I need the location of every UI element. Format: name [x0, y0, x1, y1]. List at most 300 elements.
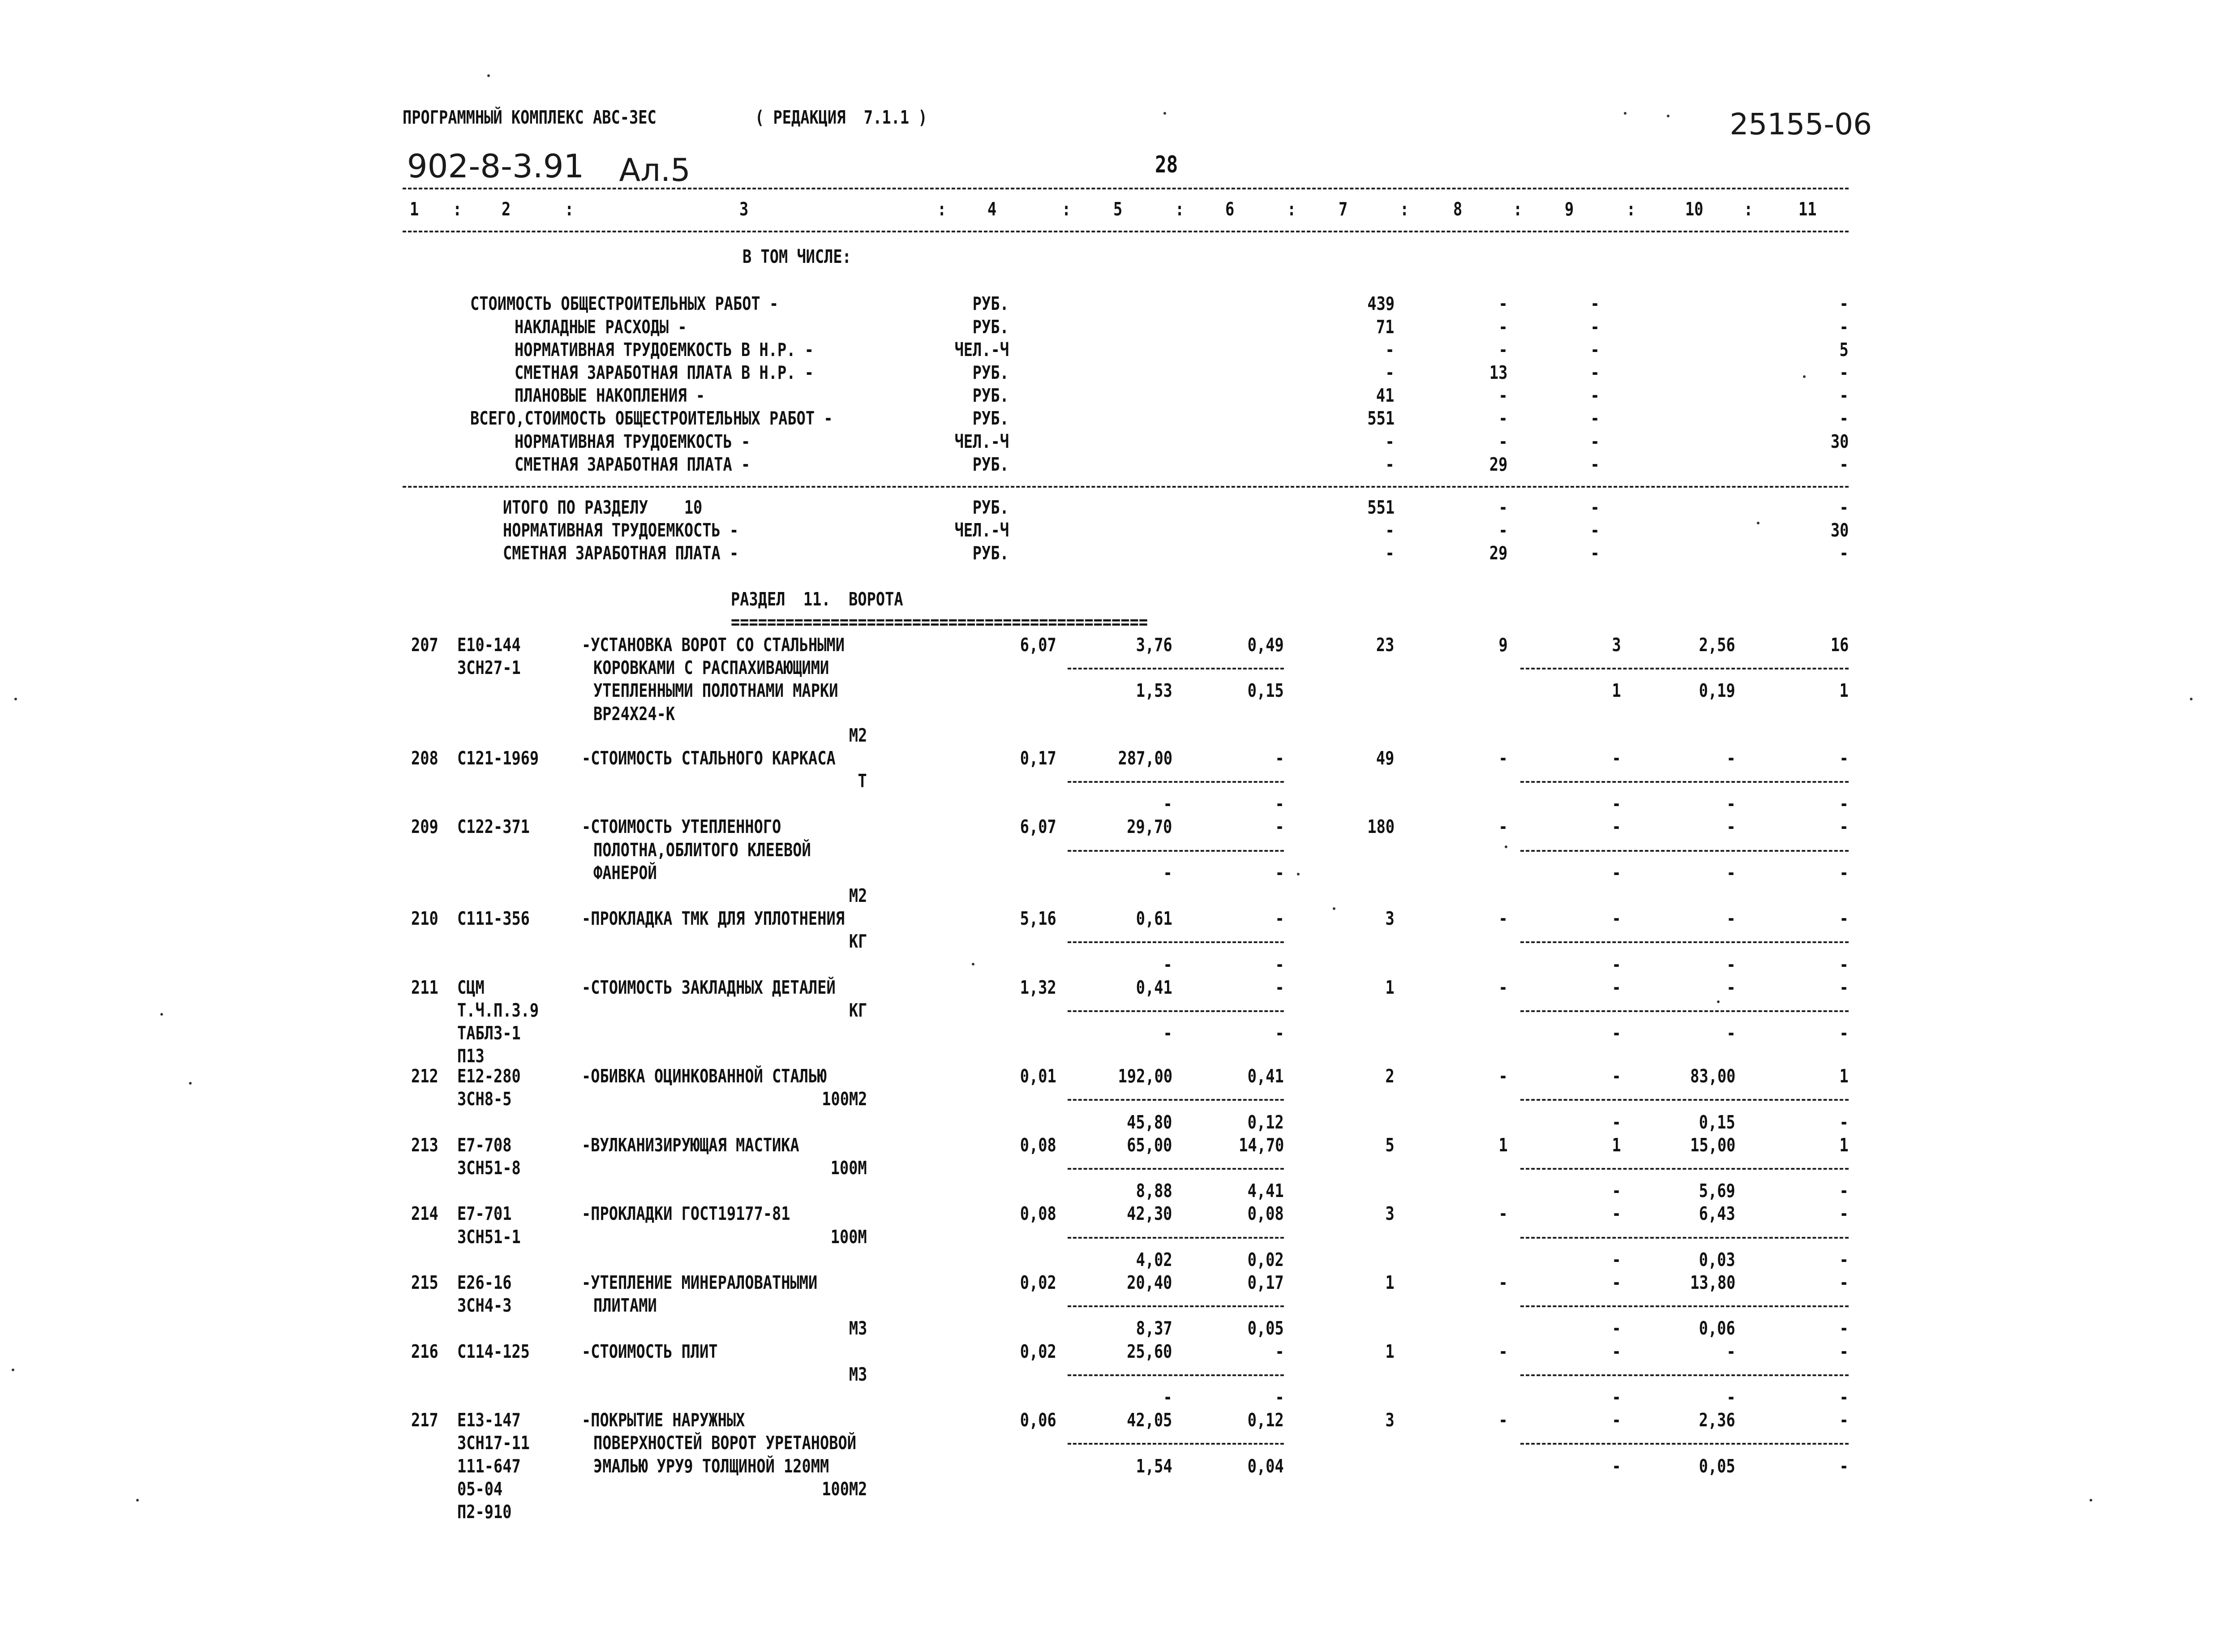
item-description: ПОЛОТНА,ОБЛИТОГО КЛЕЕВОЙ — [593, 839, 811, 861]
summary-col7: 551 — [1367, 408, 1395, 429]
item-subrule — [1068, 850, 1284, 852]
scan-speck — [1803, 375, 1806, 378]
item-subrule — [1068, 1237, 1284, 1239]
item-number: 211 — [411, 976, 439, 998]
item-code: 3СН51-8 — [457, 1157, 521, 1179]
column-separator: : — [1744, 198, 1753, 220]
item-s5: - — [1163, 1386, 1172, 1408]
summary-unit: РУБ. — [972, 362, 1009, 383]
column-separator: : — [1062, 198, 1071, 220]
column-separator: : — [564, 198, 574, 220]
item-number: 215 — [411, 1272, 439, 1293]
item-unit: КГ — [849, 931, 867, 953]
summary-unit: РУБ. — [972, 408, 1009, 429]
item-s6: 0,12 — [1248, 1111, 1284, 1133]
summary-label: НОРМАТИВНАЯ ТРУДОЕМКОСТЬ В Н.Р. - — [514, 339, 814, 360]
item-c5: 192,00 — [1118, 1065, 1172, 1087]
summary-label: СМЕТНАЯ ЗАРАБОТНАЯ ПЛАТА В Н.Р. - — [514, 362, 814, 383]
item-s11: - — [1839, 1317, 1849, 1339]
item-c4: 6,07 — [1020, 634, 1056, 656]
item-subrule — [1520, 1010, 1849, 1012]
item-number: 217 — [411, 1409, 439, 1431]
item-code: 3СН4-3 — [457, 1295, 512, 1317]
summary-col8: - — [1498, 430, 1508, 452]
item-unit: Т — [858, 770, 867, 792]
item-c6: - — [1275, 747, 1284, 769]
item-c8: - — [1498, 908, 1508, 930]
item-description: ЭМАЛЬЮ УРУ9 ТОЛЩИНОЙ 120ММ — [593, 1455, 829, 1477]
item-s5: 4,02 — [1136, 1249, 1172, 1270]
summary-col11: - — [1839, 408, 1849, 429]
summary-label: СМЕТНАЯ ЗАРАБОТНАЯ ПЛАТА - — [514, 453, 751, 475]
item-c11: - — [1839, 1340, 1849, 1362]
page-number: 28 — [1155, 151, 1178, 178]
item-number: 207 — [411, 634, 439, 656]
item-description: КОРОВКАМИ С РАСПАХИВАЮЩИМИ — [593, 657, 829, 679]
item-c7: 5 — [1385, 1134, 1395, 1156]
item-code: 05-04 — [457, 1478, 503, 1500]
item-subrule — [1520, 941, 1849, 943]
summary-label: СТОИМОСТЬ ОБЩЕСТРОИТЕЛЬНЫХ РАБОТ - — [470, 293, 778, 315]
summary-col8: - — [1498, 408, 1508, 429]
summary-unit: ЧЕЛ.-Ч — [954, 339, 1009, 360]
totals-col7: - — [1385, 542, 1395, 564]
item-c7: 1 — [1385, 1272, 1395, 1293]
column-separator: : — [937, 198, 947, 220]
item-c6: - — [1275, 1340, 1284, 1362]
item-c7: 23 — [1376, 634, 1395, 656]
totals-col11: 30 — [1830, 519, 1849, 541]
item-s11: 1 — [1839, 680, 1849, 702]
item-subrule — [1068, 1374, 1284, 1376]
summary-col11: - — [1839, 453, 1849, 475]
column-header-7: 7 — [1338, 198, 1348, 220]
item-c6: 0,49 — [1248, 634, 1284, 656]
item-description: -ОБИВКА ОЦИНКОВАННОЙ СТАЛЬЮ — [582, 1065, 827, 1087]
item-s5: - — [1163, 1022, 1172, 1044]
item-c5: 42,30 — [1127, 1203, 1172, 1225]
item-c9: 3 — [1611, 634, 1621, 656]
scan-speck — [1667, 115, 1669, 117]
totals-col11: - — [1839, 496, 1849, 518]
item-s9: - — [1611, 1455, 1621, 1477]
item-s10: - — [1726, 1386, 1736, 1408]
program-title: ПРОГРАММНЫЙ КОМПЛЕКС АВС-3ЕС — [403, 107, 657, 129]
item-c11: 1 — [1839, 1065, 1849, 1087]
item-c5: 29,70 — [1127, 816, 1172, 838]
item-c7: 1 — [1385, 1340, 1395, 1362]
item-s11: - — [1839, 1455, 1849, 1477]
summary-col11: - — [1839, 316, 1849, 338]
totals-label: НОРМАТИВНАЯ ТРУДОЕМКОСТЬ - — [503, 519, 739, 541]
summary-col11: - — [1839, 385, 1849, 407]
item-s11: - — [1839, 793, 1849, 815]
item-c9: - — [1611, 1065, 1621, 1087]
item-s10: - — [1726, 862, 1736, 884]
summary-col11: 5 — [1839, 339, 1849, 360]
item-unit: 100М — [831, 1157, 867, 1179]
column-header-4: 4 — [987, 198, 997, 220]
item-c5: 0,41 — [1136, 976, 1172, 998]
summary-col8: - — [1498, 293, 1508, 315]
item-s6: 0,04 — [1248, 1455, 1284, 1477]
item-code: П13 — [457, 1045, 485, 1067]
item-subrule — [1520, 1237, 1849, 1239]
item-s6: - — [1275, 862, 1284, 884]
item-subrule — [1068, 1010, 1284, 1012]
item-c8: - — [1498, 816, 1508, 838]
item-c8: - — [1498, 1340, 1508, 1362]
summary-col9: - — [1590, 316, 1600, 338]
totals-unit: ЧЕЛ.-Ч — [954, 519, 1009, 541]
scan-speck — [2190, 698, 2193, 700]
scan-speck — [12, 1369, 14, 1371]
item-subrule — [1068, 1099, 1284, 1101]
item-description: -СТОИМОСТЬ УТЕПЛЕННОГО — [582, 816, 781, 838]
item-s6: 0,15 — [1248, 680, 1284, 702]
item-code: С122-371 — [457, 816, 530, 838]
summary-col8: 13 — [1489, 362, 1508, 383]
item-s11: - — [1839, 1111, 1849, 1133]
item-code: ТАБЛ3-1 — [457, 1022, 521, 1044]
column-header-5: 5 — [1113, 198, 1123, 220]
item-code: П2-910 — [457, 1501, 512, 1523]
item-c7: 49 — [1376, 747, 1395, 769]
item-code: Е12-280 — [457, 1065, 521, 1087]
item-s10: 5,69 — [1699, 1180, 1736, 1202]
item-c4: 6,07 — [1020, 816, 1056, 838]
item-c6: - — [1275, 976, 1284, 998]
item-code: 3СН8-5 — [457, 1088, 512, 1110]
item-subrule — [1520, 1305, 1849, 1307]
item-c6: 0,12 — [1248, 1409, 1284, 1431]
item-subrule — [1520, 1099, 1849, 1101]
item-c10: 2,36 — [1699, 1409, 1736, 1431]
item-code: Е10-144 — [457, 634, 521, 656]
item-description: -СТОИМОСТЬ ПЛИТ — [582, 1340, 718, 1362]
summary-col11: 30 — [1830, 430, 1849, 452]
summary-col8: 29 — [1489, 453, 1508, 475]
item-s11: - — [1839, 1180, 1849, 1202]
item-c9: - — [1611, 1409, 1621, 1431]
item-s5: 1,53 — [1136, 680, 1172, 702]
item-s5: - — [1163, 862, 1172, 884]
summary-col7: 439 — [1367, 293, 1395, 315]
rule-header-bottom — [403, 231, 1849, 232]
item-c5: 42,05 — [1127, 1409, 1172, 1431]
item-subrule — [1520, 668, 1849, 669]
summary-heading: В ТОМ ЧИСЛЕ: — [742, 245, 851, 267]
item-subrule — [1520, 781, 1849, 783]
item-s5: 8,88 — [1136, 1180, 1172, 1202]
item-c4: 0,17 — [1020, 747, 1056, 769]
summary-col7: 41 — [1376, 385, 1395, 407]
item-s11: - — [1839, 1022, 1849, 1044]
item-subrule — [1068, 781, 1284, 783]
item-number: 214 — [411, 1203, 439, 1225]
summary-col8: - — [1498, 385, 1508, 407]
item-c4: 5,16 — [1020, 908, 1056, 930]
item-s9: - — [1611, 1249, 1621, 1270]
item-c11: - — [1839, 1203, 1849, 1225]
item-s11: - — [1839, 1386, 1849, 1408]
column-header-2: 2 — [502, 198, 511, 220]
item-c6: - — [1275, 908, 1284, 930]
item-c6: 0,08 — [1248, 1203, 1284, 1225]
edition-label: ( РЕДАКЦИЯ 7.1.1 ) — [755, 107, 927, 129]
item-c4: 0,02 — [1020, 1272, 1056, 1293]
summary-col9: - — [1590, 453, 1600, 475]
summary-col7: - — [1385, 430, 1395, 452]
item-c9: 1 — [1611, 1134, 1621, 1156]
item-s6: - — [1275, 1022, 1284, 1044]
item-s9: - — [1611, 793, 1621, 815]
summary-label: НОРМАТИВНАЯ ТРУДОЕМКОСТЬ - — [514, 430, 751, 452]
scan-speck — [160, 1013, 163, 1016]
totals-col8: - — [1498, 496, 1508, 518]
item-unit: 100М — [831, 1226, 867, 1248]
summary-col7: - — [1385, 362, 1395, 383]
item-c9: - — [1611, 1203, 1621, 1225]
item-s6: 0,05 — [1248, 1317, 1284, 1339]
item-subrule — [1068, 1305, 1284, 1307]
item-s5: 8,37 — [1136, 1317, 1172, 1339]
scan-speck — [14, 698, 17, 700]
summary-col8: - — [1498, 339, 1508, 360]
item-s9: - — [1611, 1386, 1621, 1408]
column-header-11: 11 — [1798, 198, 1817, 220]
item-code: Е13-147 — [457, 1409, 521, 1431]
item-s11: - — [1839, 862, 1849, 884]
item-description: -УСТАНОВКА ВОРОТ СО СТАЛЬНЫМИ — [582, 634, 845, 656]
item-c10: 13,80 — [1690, 1272, 1736, 1293]
rule-summary-bottom — [403, 486, 1849, 488]
item-c10: 6,43 — [1699, 1203, 1736, 1225]
item-c6: - — [1275, 816, 1284, 838]
item-c4: 0,06 — [1020, 1409, 1056, 1431]
item-c10: - — [1726, 908, 1736, 930]
section-title: РАЗДЕЛ 11. ВОРОТА — [731, 588, 903, 610]
column-separator: : — [453, 198, 462, 220]
item-c7: 180 — [1367, 816, 1395, 838]
summary-col9: - — [1590, 430, 1600, 452]
summary-label: НАКЛАДНЫЕ РАСХОДЫ - — [514, 316, 687, 338]
item-c9: - — [1611, 747, 1621, 769]
item-s5: - — [1163, 793, 1172, 815]
item-s9: 1 — [1611, 680, 1621, 702]
item-c11: - — [1839, 976, 1849, 998]
totals-col9: - — [1590, 542, 1600, 564]
item-s10: 0,19 — [1699, 680, 1736, 702]
item-code: 3СН51-1 — [457, 1226, 521, 1248]
album-label: Ал.5 — [619, 152, 691, 189]
totals-label: ИТОГО ПО РАЗДЕЛУ 10 — [503, 496, 703, 518]
project-number: 902-8-3.91 — [407, 147, 584, 185]
summary-col9: - — [1590, 362, 1600, 383]
item-description: -ПРОКЛАДКА ТМК ДЛЯ УПЛОТНЕНИЯ — [582, 908, 845, 930]
summary-col9: - — [1590, 339, 1600, 360]
item-c6: 0,17 — [1248, 1272, 1284, 1293]
totals-col9: - — [1590, 496, 1600, 518]
item-c5: 3,76 — [1136, 634, 1172, 656]
item-c4: 0,01 — [1020, 1065, 1056, 1087]
summary-unit: РУБ. — [972, 453, 1009, 475]
doc-number: 25155-06 — [1729, 107, 1872, 142]
item-c8: - — [1498, 1409, 1508, 1431]
item-c8: - — [1498, 1203, 1508, 1225]
item-c6: 0,41 — [1248, 1065, 1284, 1087]
item-unit: М3 — [849, 1317, 867, 1339]
item-description: -ПОКРЫТИЕ НАРУЖНЫХ — [582, 1409, 745, 1431]
item-c11: - — [1839, 747, 1849, 769]
item-c9: - — [1611, 976, 1621, 998]
item-number: 208 — [411, 747, 439, 769]
item-number: 213 — [411, 1134, 439, 1156]
item-s6: 4,41 — [1248, 1180, 1284, 1202]
summary-label: ПЛАНОВЫЕ НАКОПЛЕНИЯ - — [514, 385, 705, 407]
item-c8: - — [1498, 1065, 1508, 1087]
item-c9: - — [1611, 816, 1621, 838]
column-separator: : — [1513, 198, 1523, 220]
rule-top — [403, 188, 1849, 189]
item-s10: - — [1726, 1022, 1736, 1044]
summary-unit: РУБ. — [972, 316, 1009, 338]
summary-col9: - — [1590, 293, 1600, 315]
item-c9: - — [1611, 1272, 1621, 1293]
item-c4: 0,08 — [1020, 1134, 1056, 1156]
summary-unit: ЧЕЛ.-Ч — [954, 430, 1009, 452]
scan-speck — [1297, 873, 1300, 875]
summary-col11: - — [1839, 293, 1849, 315]
item-unit: 100М2 — [821, 1478, 867, 1500]
totals-col9: - — [1590, 519, 1600, 541]
item-description: ПОВЕРХНОСТЕЙ ВОРОТ УРЕТАНОВОЙ — [593, 1432, 856, 1454]
column-header-8: 8 — [1453, 198, 1463, 220]
item-description: -ПРОКЛАДКИ ГОСТ19177-81 — [582, 1203, 790, 1225]
item-code: Т.Ч.П.3.9 — [457, 1000, 539, 1021]
scan-speck — [2090, 1499, 2092, 1502]
item-c10: 15,00 — [1690, 1134, 1736, 1156]
item-s5: 1,54 — [1136, 1455, 1172, 1477]
item-unit: 100М2 — [821, 1088, 867, 1110]
item-s5: 45,80 — [1127, 1111, 1172, 1133]
item-subrule — [1068, 1168, 1284, 1170]
item-number: 216 — [411, 1340, 439, 1362]
totals-col7: - — [1385, 519, 1395, 541]
item-s10: 0,15 — [1699, 1111, 1736, 1133]
item-c7: 1 — [1385, 976, 1395, 998]
item-code: С111-356 — [457, 908, 530, 930]
item-unit: М3 — [849, 1363, 867, 1385]
item-s10: - — [1726, 953, 1736, 975]
item-c8: - — [1498, 1272, 1508, 1293]
totals-unit: РУБ. — [972, 496, 1009, 518]
item-c6: 14,70 — [1238, 1134, 1284, 1156]
item-c10: - — [1726, 1340, 1736, 1362]
item-c8: 9 — [1498, 634, 1508, 656]
item-number: 210 — [411, 908, 439, 930]
item-s10: 0,05 — [1699, 1455, 1736, 1477]
summary-col7: - — [1385, 453, 1395, 475]
item-c5: 0,61 — [1136, 908, 1172, 930]
totals-col11: - — [1839, 542, 1849, 564]
column-separator: : — [1287, 198, 1296, 220]
summary-col7: 71 — [1376, 316, 1395, 338]
item-description: ВР24Х24-К — [593, 703, 675, 725]
column-separator: : — [1626, 198, 1636, 220]
scan-speck — [1624, 112, 1626, 115]
item-c4: 1,32 — [1020, 976, 1056, 998]
item-c11: - — [1839, 1272, 1849, 1293]
item-s9: - — [1611, 1317, 1621, 1339]
totals-label: СМЕТНАЯ ЗАРАБОТНАЯ ПЛАТА - — [503, 542, 739, 564]
item-description: -ВУЛКАНИЗИРУЮЩАЯ МАСТИКА — [582, 1134, 799, 1156]
item-c7: 3 — [1385, 908, 1395, 930]
summary-col11: - — [1839, 362, 1849, 383]
column-separator: : — [1400, 198, 1409, 220]
totals-unit: РУБ. — [972, 542, 1009, 564]
item-subrule — [1520, 850, 1849, 852]
item-code: С114-125 — [457, 1340, 530, 1362]
item-code: Е26-16 — [457, 1272, 512, 1293]
column-header-6: 6 — [1225, 198, 1235, 220]
column-header-10: 10 — [1685, 198, 1704, 220]
item-unit: М2 — [849, 724, 867, 746]
item-description: -СТОИМОСТЬ ЗАКЛАДНЫХ ДЕТАЛЕЙ — [582, 976, 836, 998]
item-s9: - — [1611, 862, 1621, 884]
item-s9: - — [1611, 953, 1621, 975]
summary-col9: - — [1590, 385, 1600, 407]
item-c11: - — [1839, 816, 1849, 838]
item-c11: - — [1839, 1409, 1849, 1431]
item-description: УТЕПЛЕННЫМИ ПОЛОТНАМИ МАРКИ — [593, 680, 838, 702]
item-code: 111-647 — [457, 1455, 521, 1477]
item-c5: 287,00 — [1118, 747, 1172, 769]
column-header-3: 3 — [739, 198, 749, 220]
item-s11: - — [1839, 1249, 1849, 1270]
column-header-1: 1 — [410, 198, 419, 220]
item-description: -УТЕПЛЕНИЕ МИНЕРАЛОВАТНЫМИ — [582, 1272, 818, 1293]
item-c4: 0,02 — [1020, 1340, 1056, 1362]
item-description: ПЛИТАМИ — [593, 1295, 657, 1317]
item-c5: 20,40 — [1127, 1272, 1172, 1293]
scan-speck — [1757, 522, 1760, 524]
summary-col9: - — [1590, 408, 1600, 429]
scan-speck — [1333, 907, 1335, 910]
summary-col8: - — [1498, 316, 1508, 338]
item-code: 3СН17-11 — [457, 1432, 530, 1454]
item-unit: М2 — [849, 885, 867, 906]
item-c10: 83,00 — [1690, 1065, 1736, 1087]
summary-label: ВСЕГО,СТОИМОСТЬ ОБЩЕСТРОИТЕЛЬНЫХ РАБОТ - — [470, 408, 833, 429]
item-s6: - — [1275, 953, 1284, 975]
item-subrule — [1068, 668, 1284, 669]
item-subrule — [1068, 1443, 1284, 1445]
item-c7: 3 — [1385, 1203, 1395, 1225]
item-c11: 16 — [1830, 634, 1849, 656]
totals-col7: 551 — [1367, 496, 1395, 518]
item-s10: 0,06 — [1699, 1317, 1736, 1339]
item-s9: - — [1611, 1180, 1621, 1202]
totals-col8: 29 — [1489, 542, 1508, 564]
item-subrule — [1068, 941, 1284, 943]
item-s9: - — [1611, 1111, 1621, 1133]
item-description: -СТОИМОСТЬ СТАЛЬНОГО КАРКАСА — [582, 747, 836, 769]
item-c8: - — [1498, 747, 1508, 769]
section-underline: ============================================== — [731, 611, 1148, 633]
scan-speck — [1163, 112, 1166, 115]
item-c7: 3 — [1385, 1409, 1395, 1431]
